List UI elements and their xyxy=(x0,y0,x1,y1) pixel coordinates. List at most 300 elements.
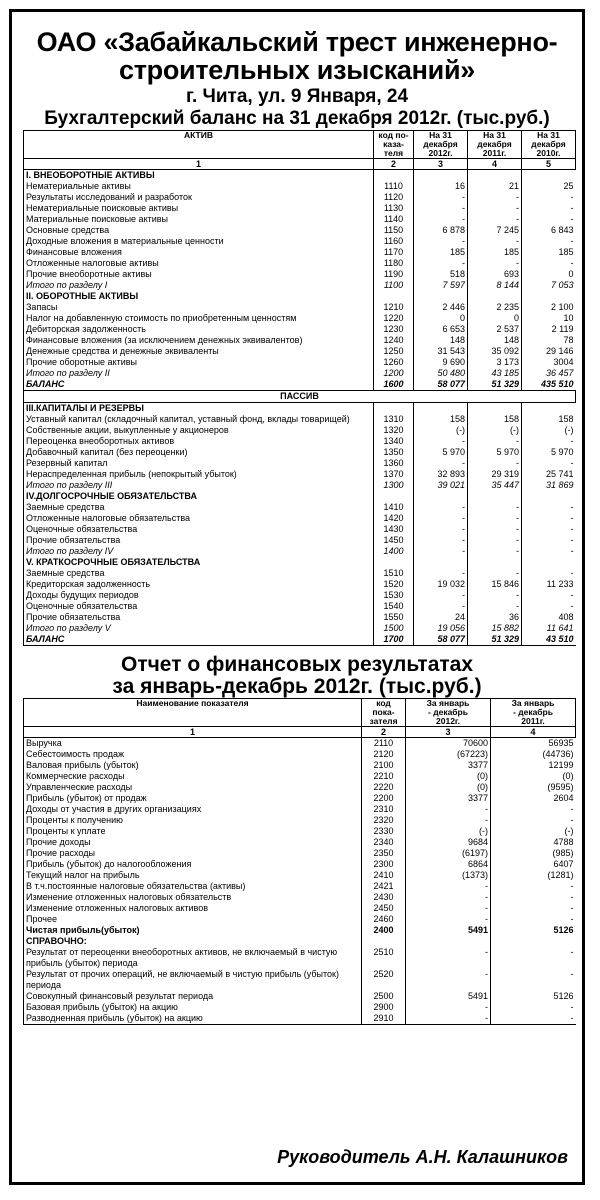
row-label: Прочие расходы xyxy=(24,848,362,859)
row-value: 158 xyxy=(414,414,468,425)
row-code: 2421 xyxy=(362,881,406,892)
row-value: - xyxy=(522,601,576,612)
table-row xyxy=(24,225,576,236)
table-row xyxy=(24,557,576,568)
balance-sheet-table xyxy=(23,130,576,646)
row-value: - xyxy=(522,236,576,247)
row-value: - xyxy=(491,1013,576,1025)
row-value: - xyxy=(522,513,576,524)
column-header: На 31 декабря 2011г. xyxy=(468,131,522,159)
row-value: - xyxy=(406,969,491,991)
row-value: 148 xyxy=(468,335,522,346)
row-value: (-) xyxy=(406,826,491,837)
organization-name-line2: строительных изысканий» xyxy=(119,55,475,85)
row-code xyxy=(374,170,414,182)
column-header: Наименование показателя xyxy=(24,699,362,727)
row-label: Прочее xyxy=(24,914,362,925)
row-label: Налог на добавленную стоимость по приобретенным ценностям xyxy=(24,313,374,324)
row-code: 1420 xyxy=(374,513,414,524)
row-value: - xyxy=(414,546,468,557)
row-label: III.КАПИТАЛЫ И РЕЗЕРВЫ xyxy=(24,403,374,415)
row-code: 2400 xyxy=(362,925,406,936)
row-code: 2330 xyxy=(362,826,406,837)
table-row xyxy=(24,837,576,848)
row-label: Управленческие расходы xyxy=(24,782,362,793)
column-header: код по- каза- теля xyxy=(374,131,414,159)
row-code: 1100 xyxy=(374,280,414,291)
row-code: 1430 xyxy=(374,524,414,535)
table-row xyxy=(24,181,576,192)
row-value: 3004 xyxy=(522,357,576,368)
table-row xyxy=(24,236,576,247)
table-row xyxy=(24,379,576,391)
document-frame xyxy=(9,9,585,1185)
row-value xyxy=(414,291,468,302)
row-label: Изменение отложенных налоговых обязательств xyxy=(24,892,362,903)
row-code: 1310 xyxy=(374,414,414,425)
row-value: (1373) xyxy=(406,870,491,881)
row-code: 2450 xyxy=(362,903,406,914)
row-value xyxy=(468,557,522,568)
row-label: Результат от переоценки внеоборотных активов, не включаемый в чистую прибыль (убыток) периода xyxy=(24,947,362,969)
row-value: - xyxy=(468,524,522,535)
row-value: - xyxy=(414,436,468,447)
row-code: 1700 xyxy=(374,634,414,646)
row-label: Доходы будущих периодов xyxy=(24,590,374,601)
row-label: Совокупный финансовый результат периода xyxy=(24,991,362,1002)
row-value: - xyxy=(522,258,576,269)
row-value: 43 185 xyxy=(468,368,522,379)
row-code: 2410 xyxy=(362,870,406,881)
row-value: (985) xyxy=(491,848,576,859)
row-value: 6864 xyxy=(406,859,491,870)
row-code: 1150 xyxy=(374,225,414,236)
table-row xyxy=(24,403,576,415)
table-row xyxy=(24,280,576,291)
row-value: 2 119 xyxy=(522,324,576,335)
row-value: 2604 xyxy=(491,793,576,804)
row-value: - xyxy=(491,881,576,892)
row-code xyxy=(374,403,414,415)
column-number: 3 xyxy=(414,159,468,170)
row-label: II. ОБОРОТНЫЕ АКТИВЫ xyxy=(24,291,374,302)
table-row xyxy=(24,738,576,750)
table-row xyxy=(24,513,576,524)
table-row xyxy=(24,247,576,258)
row-label: Изменение отложенных налоговых активов xyxy=(24,903,362,914)
row-code: 2910 xyxy=(362,1013,406,1025)
row-value: (6197) xyxy=(406,848,491,859)
table-row xyxy=(24,502,576,513)
row-label: Добавочный капитал (без переоценки) xyxy=(24,447,374,458)
row-value: - xyxy=(522,192,576,203)
row-code: 2110 xyxy=(362,738,406,750)
row-code: 1350 xyxy=(374,447,414,458)
row-value: 185 xyxy=(522,247,576,258)
row-code: 1510 xyxy=(374,568,414,579)
table-row xyxy=(24,826,576,837)
row-value: 693 xyxy=(468,269,522,280)
table-row xyxy=(24,170,576,182)
row-value: 5 970 xyxy=(468,447,522,458)
row-value: 43 510 xyxy=(522,634,576,646)
row-label: Уставный капитал (складочный капитал, уставный фонд, вклады товарищей) xyxy=(24,414,374,425)
report-body xyxy=(24,738,576,1025)
row-value xyxy=(414,491,468,502)
row-value: 36 xyxy=(468,612,522,623)
row-value: 0 xyxy=(522,269,576,280)
row-value: 2 100 xyxy=(522,302,576,313)
row-value: 15 846 xyxy=(468,579,522,590)
column-number: 2 xyxy=(362,727,406,738)
row-code: 1550 xyxy=(374,612,414,623)
row-value: 7 597 xyxy=(414,280,468,291)
row-value xyxy=(414,557,468,568)
row-label: ПАССИВ xyxy=(24,391,576,403)
row-code xyxy=(374,491,414,502)
document-header xyxy=(12,28,582,130)
row-value: - xyxy=(468,436,522,447)
row-code: 1300 xyxy=(374,480,414,491)
row-value: 50 480 xyxy=(414,368,468,379)
row-value: 6 653 xyxy=(414,324,468,335)
row-value: 185 xyxy=(468,247,522,258)
row-value: - xyxy=(406,1013,491,1025)
row-code: 1210 xyxy=(374,302,414,313)
row-label: Итого по разделу V xyxy=(24,623,374,634)
row-code: 1600 xyxy=(374,379,414,391)
row-value: 518 xyxy=(414,269,468,280)
row-value: - xyxy=(414,513,468,524)
row-value: 158 xyxy=(522,414,576,425)
table-row xyxy=(24,612,576,623)
row-code: 1180 xyxy=(374,258,414,269)
row-code: 1120 xyxy=(374,192,414,203)
row-value: 2 537 xyxy=(468,324,522,335)
table-row xyxy=(24,214,576,225)
row-code: 1340 xyxy=(374,436,414,447)
row-label: Итого по разделу III xyxy=(24,480,374,491)
row-value: 3 173 xyxy=(468,357,522,368)
row-value: - xyxy=(491,1002,576,1013)
row-value: (44736) xyxy=(491,749,576,760)
row-value: - xyxy=(522,502,576,513)
row-label: IV.ДОЛГОСРОЧНЫЕ ОБЯЗАТЕЛЬСТВА xyxy=(24,491,374,502)
row-label: Нераспределенная прибыль (непокрытый убыток) xyxy=(24,469,374,480)
row-value: - xyxy=(491,969,576,991)
row-value: 3377 xyxy=(406,793,491,804)
row-value: - xyxy=(406,914,491,925)
row-label: Отложенные налоговые обязательства xyxy=(24,513,374,524)
row-value: 3377 xyxy=(406,760,491,771)
row-label: В т.ч.постоянные налоговые обязательства (активы) xyxy=(24,881,362,892)
table-row xyxy=(24,324,576,335)
table-row xyxy=(24,491,576,502)
row-value: 9684 xyxy=(406,837,491,848)
table-row xyxy=(24,469,576,480)
row-value: - xyxy=(491,947,576,969)
row-code: 1450 xyxy=(374,535,414,546)
balance-column-numbers-row xyxy=(24,159,576,170)
row-value: - xyxy=(522,535,576,546)
row-value: 58 077 xyxy=(414,379,468,391)
table-row xyxy=(24,947,576,969)
balance-body xyxy=(24,170,576,646)
row-value: 51 329 xyxy=(468,634,522,646)
row-value: 25 741 xyxy=(522,469,576,480)
row-value: (-) xyxy=(491,826,576,837)
row-value xyxy=(414,403,468,415)
row-value: 5126 xyxy=(491,991,576,1002)
row-value: 19 056 xyxy=(414,623,468,634)
row-value: 39 021 xyxy=(414,480,468,491)
row-value: - xyxy=(468,258,522,269)
row-value: - xyxy=(406,881,491,892)
row-value xyxy=(491,936,576,947)
row-value: 2 446 xyxy=(414,302,468,313)
row-label: Валовая прибыль (убыток) xyxy=(24,760,362,771)
column-header: За январь - декабрь 2011г. xyxy=(491,699,576,727)
row-label: Нематериальные активы xyxy=(24,181,374,192)
row-value: (0) xyxy=(406,782,491,793)
row-value xyxy=(406,936,491,947)
row-label: Оценочные обязательства xyxy=(24,601,374,612)
row-value xyxy=(522,557,576,568)
row-value: 148 xyxy=(414,335,468,346)
row-label: Финансовые вложения (за исключением денежных эквивалентов) xyxy=(24,335,374,346)
row-value: 9 690 xyxy=(414,357,468,368)
row-code: 1230 xyxy=(374,324,414,335)
row-label: Доходные вложения в материальные ценности xyxy=(24,236,374,247)
row-label: Прочие оборотные активы xyxy=(24,357,374,368)
table-row xyxy=(24,192,576,203)
row-label: Проценты к уплате xyxy=(24,826,362,837)
row-value: 185 xyxy=(414,247,468,258)
row-code: 2510 xyxy=(362,947,406,969)
row-value: 24 xyxy=(414,612,468,623)
row-label: Прочие обязательства xyxy=(24,535,374,546)
table-row xyxy=(24,357,576,368)
row-code: 1110 xyxy=(374,181,414,192)
row-value: - xyxy=(491,804,576,815)
row-value: 7 245 xyxy=(468,225,522,236)
row-label: Текущий налог на прибыль xyxy=(24,870,362,881)
table-row xyxy=(24,346,576,357)
row-value: - xyxy=(406,815,491,826)
row-label: Прочие доходы xyxy=(24,837,362,848)
row-value: 5 970 xyxy=(414,447,468,458)
row-code: 1140 xyxy=(374,214,414,225)
column-header: код пока- зателя xyxy=(362,699,406,727)
row-value: - xyxy=(491,914,576,925)
column-header: АКТИВ xyxy=(24,131,374,159)
table-row xyxy=(24,458,576,469)
row-label: Оценочные обязательства xyxy=(24,524,374,535)
row-code: 2310 xyxy=(362,804,406,815)
table-row xyxy=(24,749,576,760)
row-value: - xyxy=(522,203,576,214)
row-label: Заемные средства xyxy=(24,502,374,513)
row-label: Доходы от участия в других организациях xyxy=(24,804,362,815)
row-value: 5126 xyxy=(491,925,576,936)
row-label: Запасы xyxy=(24,302,374,313)
row-value: (-) xyxy=(522,425,576,436)
row-value: 70600 xyxy=(406,738,491,750)
row-label: Разводненная прибыль (убыток) на акцию xyxy=(24,1013,362,1025)
table-row xyxy=(24,914,576,925)
row-value: - xyxy=(468,590,522,601)
row-code: 2460 xyxy=(362,914,406,925)
row-value: - xyxy=(522,546,576,557)
row-code: 1250 xyxy=(374,346,414,357)
row-label: Проценты к получению xyxy=(24,815,362,826)
row-value: 21 xyxy=(468,181,522,192)
column-number: 5 xyxy=(522,159,576,170)
table-row xyxy=(24,623,576,634)
row-label: Результаты исследований и разработок xyxy=(24,192,374,203)
row-value: 29 319 xyxy=(468,469,522,480)
row-label: Чистая прибыль(убыток) xyxy=(24,925,362,936)
row-value: 6407 xyxy=(491,859,576,870)
row-code: 1190 xyxy=(374,269,414,280)
row-value: 4788 xyxy=(491,837,576,848)
row-value: (9595) xyxy=(491,782,576,793)
row-label: Резервный капитал xyxy=(24,458,374,469)
table-row xyxy=(24,269,576,280)
row-value: - xyxy=(414,535,468,546)
row-value: 56935 xyxy=(491,738,576,750)
row-value: - xyxy=(414,458,468,469)
table-row xyxy=(24,436,576,447)
row-value: - xyxy=(406,903,491,914)
row-value: 58 077 xyxy=(414,634,468,646)
row-value: 5 970 xyxy=(522,447,576,458)
row-label: Отложенные налоговые активы xyxy=(24,258,374,269)
row-label: Кредиторская задолженность xyxy=(24,579,374,590)
row-code: 1370 xyxy=(374,469,414,480)
row-value: - xyxy=(522,568,576,579)
row-value: - xyxy=(522,524,576,535)
row-code: 1170 xyxy=(374,247,414,258)
report-title xyxy=(12,654,582,698)
row-code: 2500 xyxy=(362,991,406,1002)
row-code xyxy=(362,936,406,947)
table-row xyxy=(24,368,576,379)
report-column-numbers-row xyxy=(24,727,576,738)
row-value: 0 xyxy=(414,313,468,324)
row-code: 1540 xyxy=(374,601,414,612)
row-code: 1360 xyxy=(374,458,414,469)
row-value: 408 xyxy=(522,612,576,623)
table-row xyxy=(24,313,576,324)
row-value xyxy=(522,170,576,182)
table-row xyxy=(24,425,576,436)
row-value: - xyxy=(414,524,468,535)
row-value: - xyxy=(414,502,468,513)
row-code xyxy=(374,557,414,568)
row-value: - xyxy=(468,568,522,579)
column-header: На 31 декабря 2012г. xyxy=(414,131,468,159)
row-value xyxy=(522,491,576,502)
row-code: 1320 xyxy=(374,425,414,436)
row-value: 35 092 xyxy=(468,346,522,357)
table-row xyxy=(24,815,576,826)
row-code: 2300 xyxy=(362,859,406,870)
row-value xyxy=(468,291,522,302)
report-title-line2: за январь-декабрь 2012г. (тыс.руб.) xyxy=(112,675,482,698)
row-value: - xyxy=(491,815,576,826)
row-label: Дебиторская задолженность xyxy=(24,324,374,335)
row-value: - xyxy=(414,214,468,225)
row-value: 29 146 xyxy=(522,346,576,357)
row-code: 1220 xyxy=(374,313,414,324)
row-code: 1520 xyxy=(374,579,414,590)
row-value xyxy=(522,291,576,302)
row-value: 19 032 xyxy=(414,579,468,590)
row-value xyxy=(468,403,522,415)
row-value: - xyxy=(406,804,491,815)
row-code: 2210 xyxy=(362,771,406,782)
row-code: 1160 xyxy=(374,236,414,247)
table-row xyxy=(24,447,576,458)
row-code: 1530 xyxy=(374,590,414,601)
column-number: 3 xyxy=(406,727,491,738)
balance-title: Бухгалтерский баланс на 31 декабря 2012г. (тыс.руб.) xyxy=(44,108,550,129)
row-value: - xyxy=(468,236,522,247)
row-label: Финансовые вложения xyxy=(24,247,374,258)
table-row xyxy=(24,546,576,557)
row-value: - xyxy=(468,546,522,557)
row-value: 35 447 xyxy=(468,480,522,491)
row-value: 158 xyxy=(468,414,522,425)
row-code xyxy=(374,291,414,302)
table-row xyxy=(24,579,576,590)
row-value: - xyxy=(468,203,522,214)
row-value: - xyxy=(522,214,576,225)
organization-name xyxy=(12,28,582,84)
row-value: - xyxy=(414,192,468,203)
column-number: 1 xyxy=(24,727,362,738)
row-value: (0) xyxy=(406,771,491,782)
table-row xyxy=(24,991,576,1002)
row-value: - xyxy=(522,458,576,469)
table-row xyxy=(24,535,576,546)
row-code: 1400 xyxy=(374,546,414,557)
row-value: 31 543 xyxy=(414,346,468,357)
row-value: 11 641 xyxy=(522,623,576,634)
row-value: - xyxy=(491,892,576,903)
row-code: 1500 xyxy=(374,623,414,634)
table-row xyxy=(24,258,576,269)
table-row xyxy=(24,414,576,425)
row-label: Итого по разделу I xyxy=(24,280,374,291)
table-row xyxy=(24,870,576,881)
row-code: 2200 xyxy=(362,793,406,804)
row-value xyxy=(522,403,576,415)
row-value: 25 xyxy=(522,181,576,192)
row-value: - xyxy=(406,947,491,969)
table-row xyxy=(24,568,576,579)
table-row xyxy=(24,291,576,302)
row-value: 2 235 xyxy=(468,302,522,313)
table-row xyxy=(24,480,576,491)
row-label: Заемные средства xyxy=(24,568,374,579)
table-row xyxy=(24,760,576,771)
row-code: 2320 xyxy=(362,815,406,826)
row-code: 2100 xyxy=(362,760,406,771)
column-number: 2 xyxy=(374,159,414,170)
row-value: - xyxy=(414,236,468,247)
